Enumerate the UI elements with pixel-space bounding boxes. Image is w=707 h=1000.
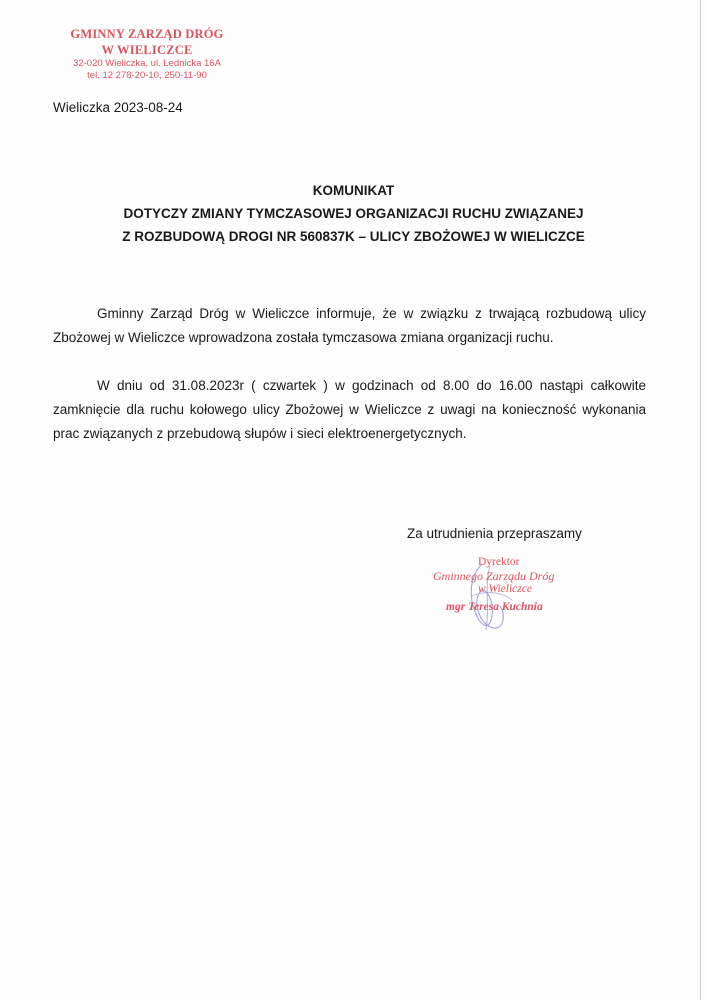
signature-stamp	[420, 556, 570, 636]
signature-title: Dyrektor	[478, 556, 520, 568]
heading-title: KOMUNIKAT	[312, 183, 395, 198]
stamp-org-name-line2: W WIELICZCE	[101, 43, 193, 57]
signature-org-line2: w Wieliczce	[478, 583, 532, 595]
document-heading	[0, 179, 707, 248]
body-paragraph-1: Gminny Zarząd Dróg w Wieliczce informuje, że w związku z trwającą rozbudową ulicy Zbożowej w Wieliczce wprowadzona została tymczasowa zmiana organizacji ruchu.	[53, 306, 646, 345]
page-edge-divider	[700, 0, 701, 1000]
stamp-org-name-line1: GMINNY ZARZĄD DRÓG	[70, 27, 224, 41]
stamp-phone: tel. 12 278-20-10, 250-11-90	[87, 70, 207, 81]
closing-line: Za utrudnienia przepraszamy	[407, 526, 582, 541]
header-stamp	[52, 26, 242, 82]
document-date: Wieliczka 2023-08-24	[53, 100, 183, 115]
heading-subtitle-line2: Z ROZBUDOWĄ DROGI NR 560837K – ULICY ZBOŻOWEJ W WIELICZCE	[122, 229, 585, 244]
signature-person: mgr Teresa Kuchnia	[446, 601, 543, 613]
handwritten-signature-icon	[420, 556, 570, 636]
body-paragraph-2: W dniu od 31.08.2023r ( czwartek ) w godzinach od 8.00 do 16.00 nastąpi całkowite zamknięcie dla ruchu kołowego ulicy Zbożowej w Wieliczce z uwagi na konieczność wykonania prac związanych z przebudową słupów i sieci elektroenergetycznych.	[53, 378, 646, 441]
stamp-address: 32-020 Wieliczka, ul. Lednicka 16A	[73, 58, 221, 69]
signature-org-line1: Gminnego Zarządu Dróg	[433, 569, 555, 583]
heading-subtitle-line1: DOTYCZY ZMIANY TYMCZASOWEJ ORGANIZACJI RUCHU ZWIĄZANEJ	[123, 206, 584, 221]
